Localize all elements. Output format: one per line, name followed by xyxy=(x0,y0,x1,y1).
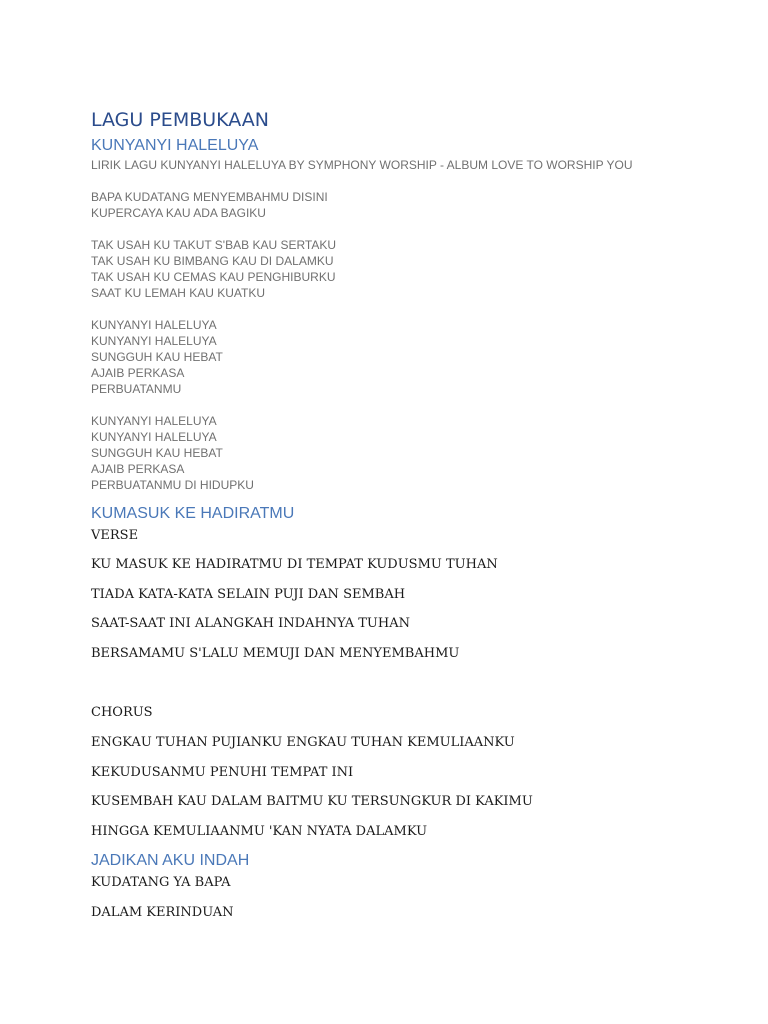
lyric-line: SUNGGUH KAU HEBAT xyxy=(91,446,223,460)
verse-line: TIADA KATA-KATA SELAIN PUJI DAN SEMBAH xyxy=(91,587,406,602)
chorus-line: ENGKAU TUHAN PUJIANKU ENGKAU TUHAN KEMULIAANKU xyxy=(91,735,515,750)
page-title: LAGU PEMBUKAAN xyxy=(91,109,270,131)
verse-line: BERSAMAMU S'LALU MEMUJI DAN MENYEMBAHMU xyxy=(91,646,460,661)
lyric-line: AJAIB PERKASA xyxy=(91,366,185,380)
song-credit xyxy=(91,157,633,173)
song-heading-kunyanyi-haleluya: KUNYANYI HALELUYA xyxy=(91,137,259,154)
stanza-1 xyxy=(91,189,328,221)
lyric-line: KUNYANYI HALELUYA xyxy=(91,414,217,428)
lyric-line: BAPA KUDATANG MENYEMBAHMU DISINI xyxy=(91,190,328,204)
stanza-3 xyxy=(91,317,223,397)
lyric-line: PERBUATANMU xyxy=(91,382,182,396)
song-heading-kumasuk-ke-hadiratmu: KUMASUK KE HADIRATMU xyxy=(91,505,295,522)
stanza-2 xyxy=(91,237,336,301)
lyric-line: KUDATANG YA BAPA xyxy=(91,875,231,890)
lyric-line: KUNYANYI HALELUYA xyxy=(91,334,217,348)
chorus-line: KUSEMBAH KAU DALAM BAITMU KU TERSUNGKUR DI KAKIMU xyxy=(91,794,533,809)
lyric-line: TAK USAH KU BIMBANG KAU DI DALAMKU xyxy=(91,254,334,268)
verse-line: KU MASUK KE HADIRATMU DI TEMPAT KUDUSMU TUHAN xyxy=(91,557,498,572)
lyric-line: DALAM KERINDUAN xyxy=(91,905,234,920)
chorus-label: CHORUS xyxy=(91,705,153,720)
credit-line: LIRIK LAGU KUNYANYI HALELUYA BY SYMPHONY WORSHIP - ALBUM LOVE TO WORSHIP YOU xyxy=(91,158,633,172)
lyric-line: KUNYANYI HALELUYA xyxy=(91,318,217,332)
lyric-line: PERBUATANMU DI HIDUPKU xyxy=(91,478,254,492)
lyric-line: TAK USAH KU TAKUT S'BAB KAU SERTAKU xyxy=(91,238,337,252)
chorus-line: KEKUDUSANMU PENUHI TEMPAT INI xyxy=(91,765,354,780)
chorus-line: HINGGA KEMULIAANMU 'KAN NYATA DALAMKU xyxy=(91,824,428,839)
lyric-line: AJAIB PERKASA xyxy=(91,462,185,476)
lyric-line: TAK USAH KU CEMAS KAU PENGHIBURKU xyxy=(91,270,336,284)
lyric-line: KUNYANYI HALELUYA xyxy=(91,430,217,444)
verse-line: SAAT-SAAT INI ALANGKAH INDAHNYA TUHAN xyxy=(91,616,410,631)
lyric-line: SUNGGUH KAU HEBAT xyxy=(91,350,223,364)
verse-label: VERSE xyxy=(91,528,139,543)
stanza-4 xyxy=(91,413,254,493)
song-heading-jadikan-aku-indah: JADIKAN AKU INDAH xyxy=(91,852,250,869)
lyric-line: SAAT KU LEMAH KAU KUATKU xyxy=(91,286,266,300)
lyric-line: KUPERCAYA KAU ADA BAGIKU xyxy=(91,206,266,220)
